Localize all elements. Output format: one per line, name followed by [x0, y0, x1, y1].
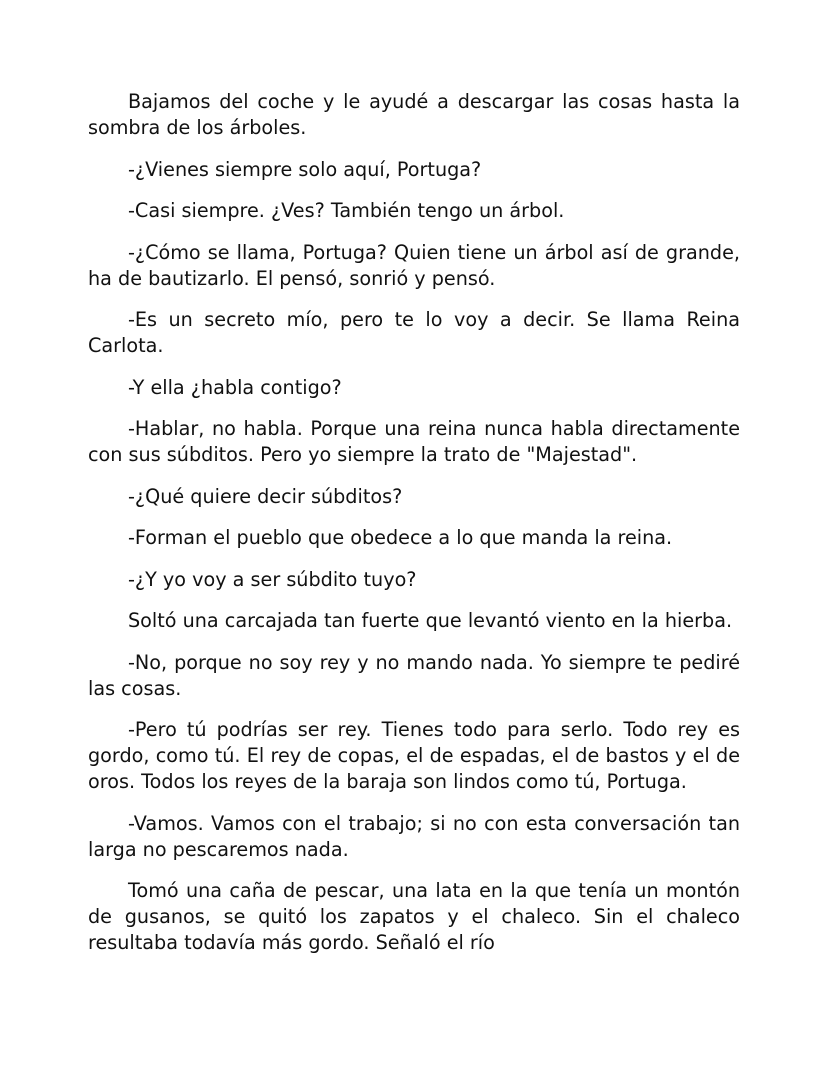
paragraph-14: -Vamos. Vamos con el trabajo; si no con esta conversación tan larga no pescaremos nada.: [88, 811, 740, 861]
paragraph-4: -¿Cómo se llama, Portuga? Quien tiene un árbol así de grande, ha de bautizarlo. El pensó, sonrió y pensó.: [88, 240, 740, 290]
paragraph-5: -Es un secreto mío, pero te lo voy a decir. Se llama Reina Carlota.: [88, 308, 740, 357]
paragraph-2: -¿Vienes siempre solo aquí, Portuga?: [128, 157, 482, 181]
paragraph-13: -Pero tú podrías ser rey. Tienes todo para serlo. Todo rey es gordo, como tú. El rey de copas, el de espadas, el de bastos y el de oros. Todos los reyes de la baraja son lindos como tú, Portuga.: [88, 718, 740, 793]
document-page: [88, 89, 740, 972]
paragraph-12: -No, porque no soy rey y no mando nada. Yo siempre te pediré las cosas.: [88, 650, 740, 700]
paragraph-1: Bajamos del coche y le ayudé a descargar las cosas hasta la sombra de los árboles.: [88, 90, 740, 139]
paragraph-8: -¿Qué quiere decir súbditos?: [128, 484, 403, 508]
paragraph-11: Soltó una carcajada tan fuerte que levantó viento en la hierba.: [128, 609, 733, 632]
paragraph-15: Tomó una caña de pescar, una lata en la que tenía un montón de gusanos, se quitó los zapatos y el chaleco. Sin el chaleco resultaba todavía más gordo. Señaló el río: [88, 879, 740, 954]
paragraph-7: -Hablar, no habla. Porque una reina nunca habla directamente con sus súbditos. Pero yo siempre la trato de "Majestad".: [88, 417, 740, 466]
paragraph-10: -¿Y yo voy a ser súbdito tuyo?: [128, 567, 417, 591]
paragraph-9: -Forman el pueblo que obedece a lo que manda la reina.: [128, 526, 673, 549]
paragraph-6: -Y ella ¿habla contigo?: [128, 375, 342, 399]
paragraph-3: -Casi siempre. ¿Ves? También tengo un árbol.: [128, 199, 565, 222]
